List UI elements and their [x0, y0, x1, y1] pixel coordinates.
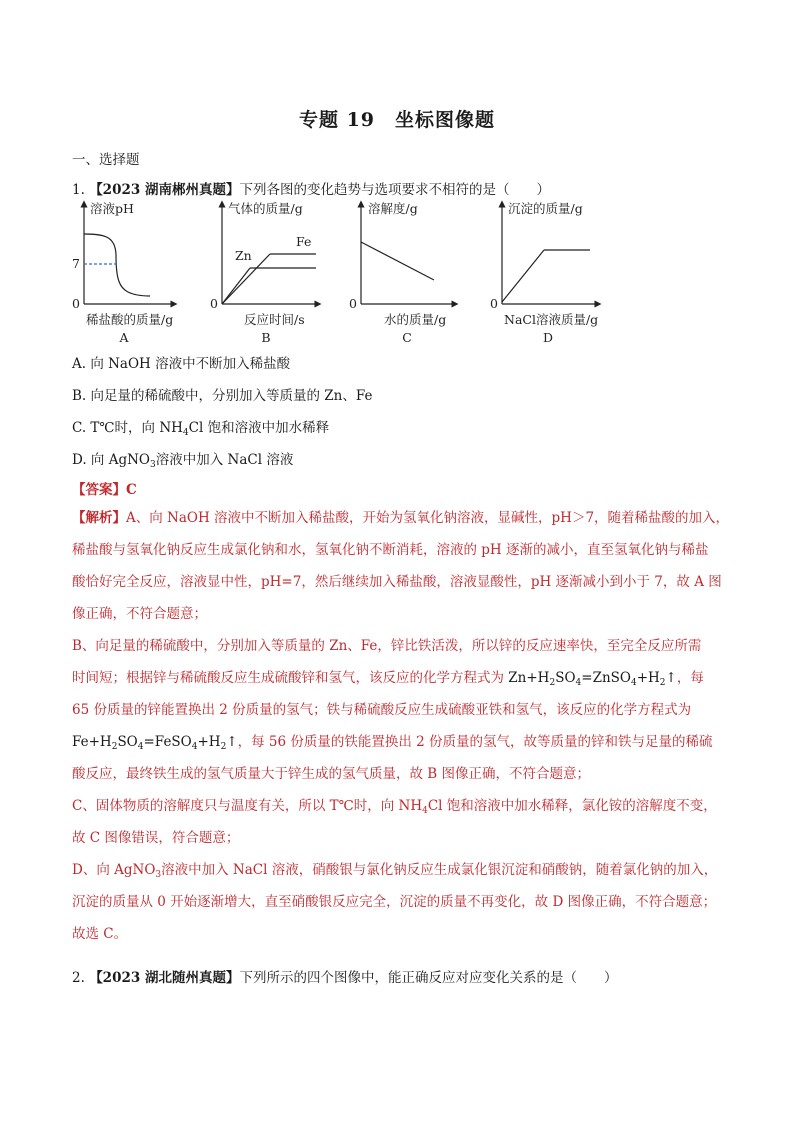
graph-a-caption: A: [119, 330, 129, 345]
graph-d-ylabel: 沉淀的质量/g: [508, 201, 583, 216]
analysis-line: 稀盐酸与氢氧化钠反应生成氯化钠和水，氢氧化钠不断消耗，溶液的 pH 逐渐的减小，直至氢氧化钠与稀盐: [72, 542, 709, 558]
graph-a-curve: [84, 234, 150, 296]
question-text: 下列所示的四个图像中，能正确反应对应变化关系的是（ ）: [239, 970, 618, 986]
option-b: B. 向足量的稀硫酸中，分别加入等质量的 Zn、Fe: [72, 388, 373, 404]
section-heading: 一、选择题: [72, 152, 140, 168]
graph-c-xlabel: 水的质量/g: [384, 312, 447, 327]
question-2-stem: [72, 966, 617, 986]
analysis-block: [72, 502, 732, 950]
analysis-line: 酸反应，最终铁生成的氢气质量大于锌生成的氢气质量，故 B 图像正确，不符合题意；: [72, 766, 591, 782]
question-number: 1.: [72, 182, 85, 198]
analysis-line: 故选 C。: [72, 926, 128, 942]
analysis-line: B、向足量的稀硫酸中，分别加入等质量的 Zn、Fe，锌比铁活泼，所以锌的反应速率快，至完全反应所需: [72, 638, 702, 654]
page-title: 专题 19 坐标图像题: [298, 109, 496, 131]
graph-b-series-zn: Zn: [235, 248, 252, 263]
analysis-line: $Fe+H_2SO_4=FeSO_4+H_2↑$，每 56 份质量的铁能置换出 2 份质量的氢气，故等质量的锌和铁与足量的稀硫: [72, 734, 713, 752]
graph-b-caption: B: [261, 330, 271, 345]
question-text: 下列各图的变化趋势与选项要求不相符的是（ ）: [239, 182, 550, 198]
graph-d-caption: D: [542, 330, 554, 345]
graph-a-ytick: 7: [72, 256, 80, 271]
graph-d-rise: [502, 250, 544, 302]
graph-b-origin: 0: [210, 296, 218, 311]
analysis-line: 酸恰好完全反应，溶液显中性，pH=7，然后继续加入稀盐酸，溶液显酸性，pH 逐渐减小到小于 7，故 A 图: [72, 574, 722, 590]
graph-d-xlabel: NaCl溶液质量/g: [504, 312, 599, 327]
option-c: C. T℃时，向 $NH_4Cl$ 饱和溶液中加水稀释: [72, 420, 330, 438]
option-d: D. 向 AgNO$_3$溶液中加入 NaCl 溶液: [72, 452, 294, 470]
question-number: 2.: [72, 970, 85, 986]
question-1-stem: [72, 178, 550, 198]
analysis-line: C、固体物质的溶解度只与温度有关，所以 T℃时，向 $NH_4Cl$ 饱和溶液中加水稀释，氯化铵的溶解度不变，: [72, 798, 717, 816]
analysis-line: 故 C 图像错误，符合题意；: [72, 830, 240, 846]
graph-a-origin: 0: [72, 296, 80, 311]
question-source: 【2023 湖南郴州真题】: [89, 182, 240, 198]
analysis-line: D、向 AgNO$_3$溶液中加入 NaCl 溶液，硝酸银与氯化钠反应生成氯化银沉淀和硝酸钠，随着氯化钠的加入，: [72, 862, 718, 880]
analysis-line: 沉淀的质量从 0 开始逐渐增大，直至硝酸银反应完全，沉淀的质量不再变化，故 D 图像正确，不符合题意；: [72, 894, 717, 910]
graph-b-ylabel: 气体的质量/g: [228, 201, 303, 216]
graph-a-xlabel: 稀盐酸的质量/g: [86, 312, 174, 327]
analysis-line: 65 份质量的锌能置换出 2 份质量的氢气；铁与稀硫酸反应生成硫酸亚铁和氢气，该反应的化学方程式为: [72, 702, 692, 718]
graph-b-xlabel: 反应时间/s: [244, 312, 305, 327]
analysis-line: 时间短；根据锌与稀硫酸反应生成硫酸锌和氢气，该反应的化学方程式为 $Zn+H_2SO_4=ZnSO_4+H_2↑$，每: [72, 670, 704, 688]
graph-d-origin: 0: [490, 296, 498, 311]
analysis-line: 【解析】A、向 NaOH 溶液中不断加入稀盐酸，开始为氢氧化钠溶液，显碱性，pH＞7，随着稀盐酸的加入，: [72, 510, 730, 526]
graph-b-series-fe: Fe: [296, 234, 312, 249]
graph-c-caption: C: [402, 330, 412, 345]
answer-label: 【答案】C: [72, 482, 137, 498]
question-1-graphs: [0, 198, 794, 348]
analysis-line: 像正确，不符合题意；: [72, 606, 207, 622]
graph-c-origin: 0: [349, 296, 357, 311]
graph-c-ylabel: 溶解度/g: [368, 201, 418, 216]
graph-c-line: [361, 242, 434, 280]
graph-a-ylabel: 溶液pH: [90, 201, 134, 216]
question-source: 【2023 湖北随州真题】: [89, 970, 240, 986]
graph-b-zn-rise: [222, 268, 250, 304]
option-a: A. 向 NaOH 溶液中不断加入稀盐酸: [72, 356, 291, 372]
